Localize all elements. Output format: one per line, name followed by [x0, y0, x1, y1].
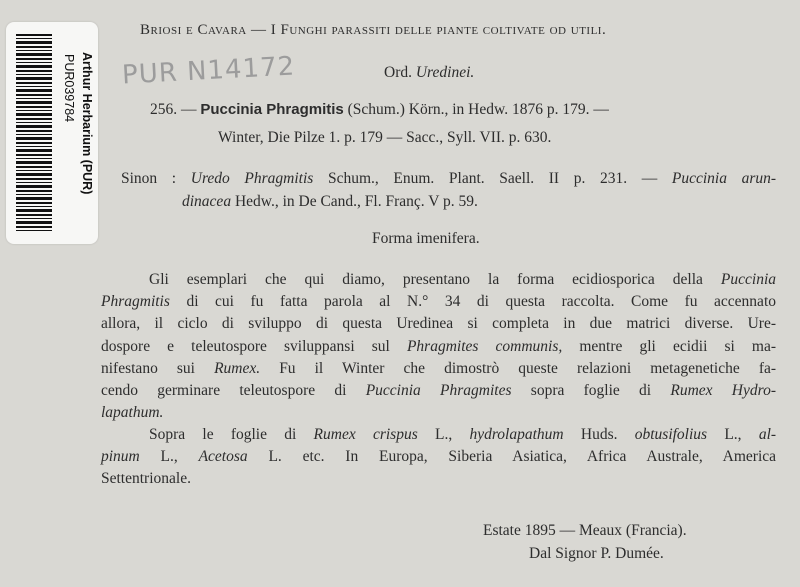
paragraph-1: Gli esemplari che qui diamo, presentano la forma ecidiosporica della Puccinia Phragmitis di cui fu fatta parola al N.° 34 di questa raccolta. Come fu accennato allora, il ciclo di sviluppo di questa Uredinea si completa in due matrici diverse. Ure- dospore e teleutospore sviluppansi sul Phragmites communis, mentre gli ecidii si ma- nifestano sui Rumex. Fu il Winter che dimostrò queste relazioni metagenetiche fa- cendo germinare teleutospore di Puccinia Phragmites sopra foglie di Rumex Hydro- lapathum. [101, 271, 777, 422]
paragraph-2: Sopra le foglie di Rumex crispus L., hydrolapathum Huds. obtusifolius L., al- pinum L., Acetosa L. etc. In Europa, Siberia Asiatica, Africa Australe, America Settentrionale. [101, 426, 777, 488]
herbarium-barcode-label [6, 22, 98, 244]
entry-line-1 [150, 101, 609, 119]
species-name: Puccinia Phragmitis [200, 101, 344, 118]
entry-number: 256. — [150, 101, 197, 118]
barcode-image [16, 34, 52, 232]
handwritten-accession-number: PUR N14172 [121, 51, 296, 91]
specimen-code: PUR039784 [62, 54, 76, 123]
footer-collector: Dal Signor P. Dumée. [529, 545, 664, 562]
form-heading: Forma imenifera. [372, 230, 480, 247]
synonym-line-1: Sinon : Uredo Phragmitis Schum., Enum. Plant. Saell. II p. 231. — Puccinia arun- [121, 170, 777, 187]
synonym-label: Sinon : [121, 170, 177, 187]
order-name: Uredinei. [415, 64, 475, 81]
order-line [384, 64, 474, 82]
order-prefix: Ord. [384, 64, 412, 81]
herbarium-name: Arthur Herbarium (PUR) [80, 52, 94, 195]
header [140, 22, 606, 39]
entry-line-2: Winter, Die Pilze 1. p. 179 — Sacc., Syll. VII. p. 630. [218, 129, 552, 146]
synonym-line-2: dinacea Hedw., in De Cand., Fl. Franç. V p. 59. [182, 193, 478, 210]
synonym-name-2: Puccinia arun- [671, 170, 777, 187]
header-authors: Briosi e Cavara [140, 22, 247, 38]
synonym-block [121, 167, 776, 213]
footer-date-place: Estate 1895 — Meaux (Francia). [483, 522, 687, 539]
entry-citation-1: (Schum.) Körn., in Hedw. 1876 p. 179. — [347, 101, 609, 118]
synonym-name-1: Uredo Phragmitis [190, 170, 314, 187]
header-series: — I Funghi parassiti delle piante coltivate od utili. [250, 22, 607, 38]
